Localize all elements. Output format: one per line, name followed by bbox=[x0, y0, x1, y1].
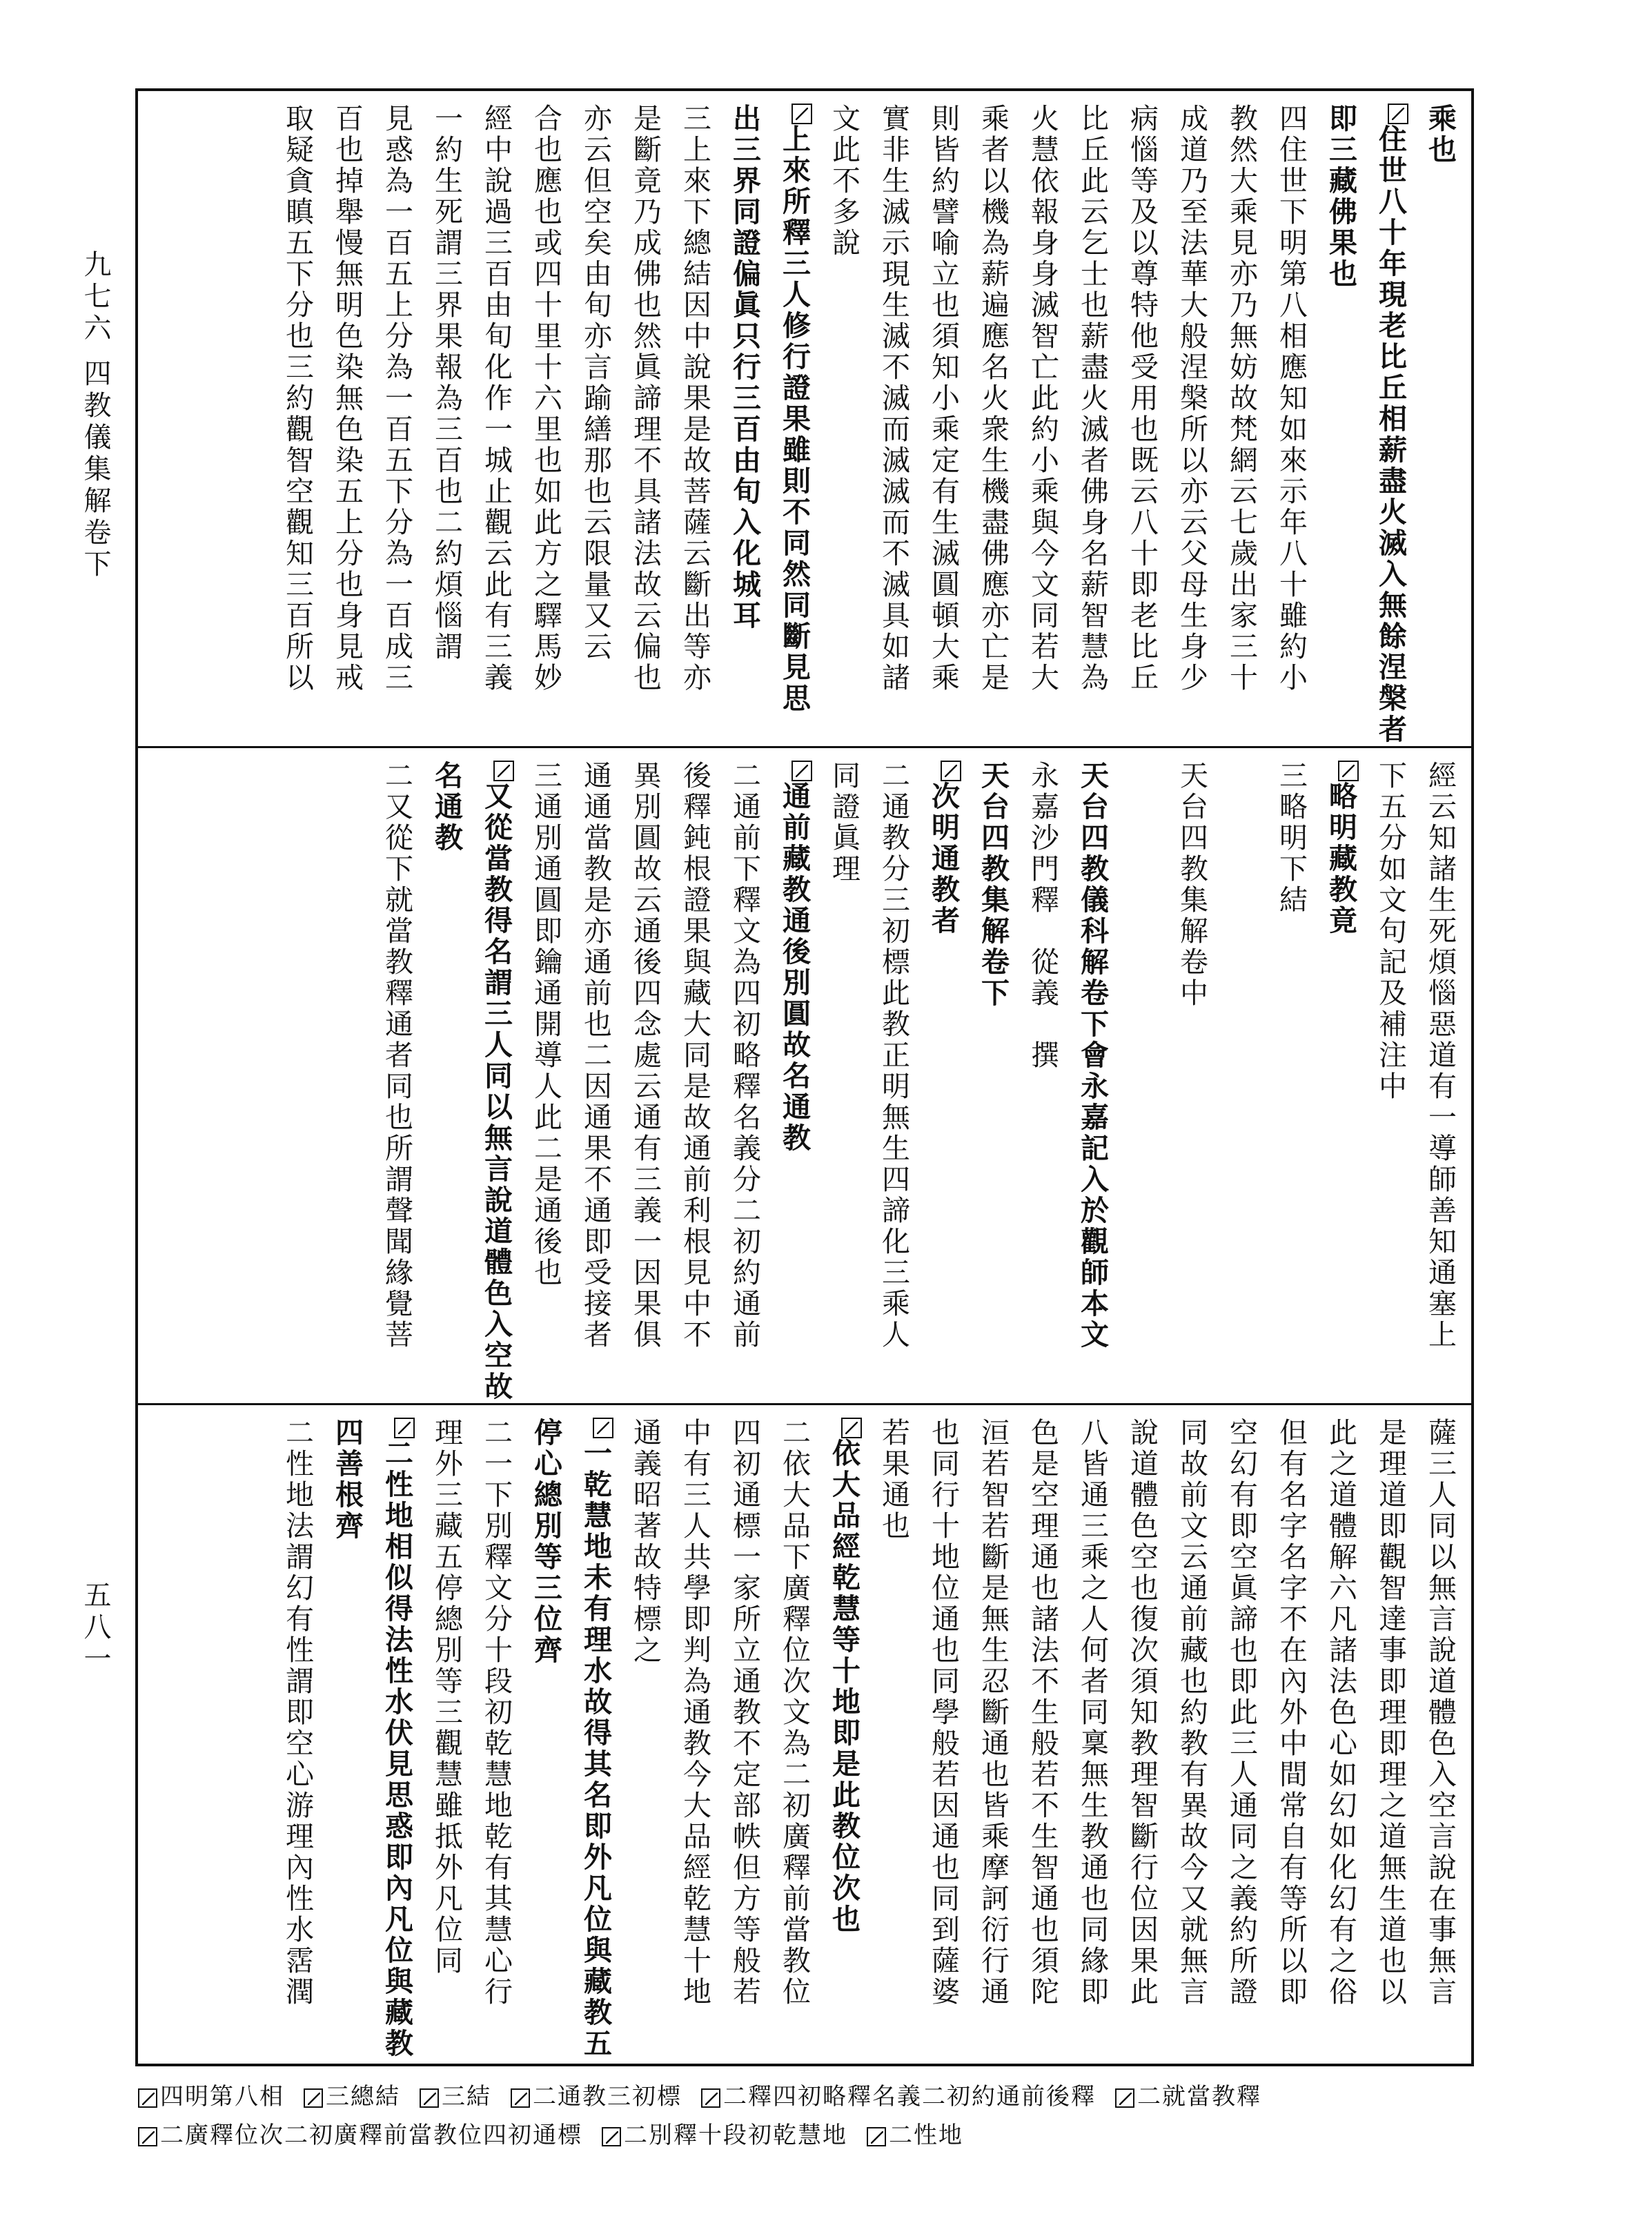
text-column: 八皆通三乘之人何者同稟無生教通也同緣即 bbox=[1076, 1418, 1109, 2008]
footnote-entry bbox=[420, 2077, 491, 2116]
text-column: 理外三藏五停總別等三觀慧雖抵外凡位同 bbox=[430, 1418, 463, 1977]
footnote-text: 二性地 bbox=[889, 2122, 963, 2149]
text-column: 經云知諸生死煩惱惡道有一導師善知通塞上 bbox=[1424, 761, 1457, 1351]
text-column: 名通教 bbox=[430, 761, 463, 854]
text-column: 經中說過三百由旬化作一城止觀云此有三義 bbox=[480, 104, 513, 694]
text-column: 實非生滅示現生滅不滅而滅滅而不滅具如諸 bbox=[877, 104, 910, 694]
footnote-text: 二廣釋位次二初廣釋前當教位四初通標 bbox=[160, 2122, 582, 2149]
text-column: 依大品經乾慧等十地即是此教位次也 bbox=[825, 1418, 863, 2057]
text-column: 三略明下結 bbox=[1275, 761, 1308, 916]
text-band-bottom bbox=[138, 1405, 1471, 2064]
footnote-text: 二通教三初標 bbox=[533, 2083, 682, 2111]
text-column: 通前藏教通後別圓故名通教 bbox=[776, 761, 813, 1396]
text-column: 是理道即觀智達事即理即理之道無生道也以 bbox=[1374, 1418, 1407, 2008]
section-mark-icon bbox=[602, 2127, 621, 2146]
text-column: 通通當教是亦通前也二因通果不通即受接者 bbox=[579, 761, 612, 1351]
section-mark-icon bbox=[1388, 104, 1408, 124]
text-column: 天台四教儀科解卷下會永嘉記入於觀師本文 bbox=[1076, 761, 1109, 1351]
footnote-entry bbox=[1115, 2077, 1261, 2116]
text-column: 略明藏教竟 bbox=[1322, 761, 1359, 1396]
text-column: 四初通標一家所立通教不定部帙但方等般若 bbox=[728, 1418, 761, 2008]
section-mark-icon bbox=[304, 2088, 323, 2108]
footnote-entry bbox=[138, 2116, 582, 2155]
text-column: 取疑貪瞋五下分也三約觀智空觀知三百所以 bbox=[281, 104, 314, 694]
margin-book-title: 四教儀集解卷下 bbox=[79, 359, 111, 581]
section-mark-icon bbox=[841, 1418, 862, 1438]
section-mark-icon bbox=[867, 2127, 886, 2146]
text-column: 也同行十地位通也同學般若因通也同到薩婆 bbox=[927, 1418, 960, 2008]
text-band-middle bbox=[138, 748, 1471, 1405]
footnote-text: 二就當教釋 bbox=[1137, 2083, 1261, 2111]
text-column: 教然大乘見亦乃無妨故梵網云七歲出家三十 bbox=[1225, 104, 1258, 694]
text-column: 若果通也 bbox=[877, 1418, 910, 1542]
margin-page-number-bottom: 五八一 bbox=[79, 1580, 111, 1676]
text-column bbox=[1123, 761, 1161, 1396]
text-column: 中有三人共學即判為通教今大品經乾慧十地 bbox=[678, 1418, 711, 2008]
footnote-text: 四明第八相 bbox=[160, 2083, 284, 2111]
footnote-text: 三結 bbox=[442, 2083, 491, 2111]
page-frame bbox=[135, 88, 1474, 2066]
footnotes bbox=[138, 2077, 1477, 2155]
text-column: 下五分如文句記及補注中 bbox=[1374, 761, 1407, 1102]
text-column: 比丘此云乞士也薪盡火滅者佛身名薪智慧為 bbox=[1076, 104, 1109, 694]
text-column: 三上來下總結因中說果是故菩薩云斷出等亦 bbox=[678, 104, 711, 694]
text-column: 同故前文云通前藏也約教有異故今又就無言 bbox=[1175, 1418, 1208, 2008]
text-column: 天台四教集解卷下 bbox=[976, 761, 1010, 1009]
text-column: 二性地相似得法性水伏見思惑即內凡位與藏教 bbox=[378, 1418, 415, 2057]
section-mark-icon bbox=[593, 1418, 613, 1438]
text-column: 則皆約譬喻立也須知小乘定有生滅圓頓大乘 bbox=[927, 104, 960, 694]
footnote-text: 二釋四初略釋名義二初約通前後釋 bbox=[723, 2083, 1096, 2111]
section-mark-icon bbox=[791, 761, 812, 781]
text-column: 空幻有即空眞諦也即此三人通同之義約所證 bbox=[1225, 1418, 1258, 2008]
text-column: 永嘉沙門釋 從義 撰 bbox=[1026, 761, 1059, 1071]
text-column: 此之道體解六凡諸法色心如幻如化幻有之俗 bbox=[1324, 1418, 1357, 2008]
text-column: 三通別通圓即鑰通開導人此二是通後也 bbox=[529, 761, 562, 1289]
text-column: 色是空理通也諸法不生般若不生智通也須陀 bbox=[1026, 1418, 1059, 2008]
text-band-top bbox=[138, 91, 1471, 748]
footnote-entry bbox=[511, 2077, 682, 2116]
section-mark-icon bbox=[941, 761, 961, 781]
text-column: 停心總別等三位齊 bbox=[529, 1418, 562, 1666]
section-mark-icon bbox=[511, 2088, 530, 2108]
text-column: 天台四教集解卷中 bbox=[1175, 761, 1208, 1009]
text-column: 四善根齊 bbox=[331, 1418, 364, 1542]
text-column: 成道乃至法華大般涅槃所以亦云父母生身少 bbox=[1175, 104, 1208, 694]
footnote-text: 二別釋十段初乾慧地 bbox=[624, 2122, 847, 2149]
text-column: 病惱等及以尊特他受用也既云八十即老比丘 bbox=[1125, 104, 1159, 694]
text-column: 二性地法謂幻有性謂即空心游理內性水霑潤 bbox=[281, 1418, 314, 2008]
section-mark-icon bbox=[1115, 2088, 1134, 2108]
text-column: 百也掉舉慢無明色染無色染五上分也身見戒 bbox=[331, 104, 364, 694]
footnote-entry bbox=[138, 2077, 284, 2116]
text-column: 出三界同證偏眞只行三百由旬入化城耳 bbox=[728, 104, 761, 632]
footnote-text: 三總結 bbox=[326, 2083, 400, 2111]
section-mark-icon bbox=[1338, 761, 1359, 781]
text-column: 同證眞理 bbox=[827, 761, 861, 885]
text-column: 後釋鈍根證果與藏大同是故通前利根見中不 bbox=[678, 761, 711, 1351]
text-column: 一約生死謂三界果報為三百也二約煩惱謂 bbox=[430, 104, 463, 663]
text-column: 異別圓故云通後四念處云通有三義一因果俱 bbox=[629, 761, 662, 1351]
footnote-entry bbox=[701, 2077, 1096, 2116]
text-column: 又從當教得名謂三人同以無言說道體色入空故 bbox=[478, 761, 515, 1396]
text-column: 二又從下就當教釋通者同也所謂聲聞緣覺菩 bbox=[380, 761, 413, 1351]
section-mark-icon bbox=[791, 104, 812, 124]
text-column: 即三藏佛果也 bbox=[1324, 104, 1357, 290]
text-column: 合也應也或四十里十六里也如此方之驛馬妙 bbox=[529, 104, 562, 694]
text-column: 二通教分三初標此教正明無生四諦化三乘人 bbox=[877, 761, 910, 1351]
section-mark-icon bbox=[420, 2088, 439, 2108]
footnote-entry bbox=[867, 2116, 963, 2155]
text-column: 四住世下明第八相應知如來示年八十雖約小 bbox=[1275, 104, 1308, 694]
section-mark-icon bbox=[138, 2127, 157, 2146]
text-column: 文此不多說 bbox=[827, 104, 861, 259]
text-column: 乘也 bbox=[1424, 104, 1457, 166]
text-column: 火慧依報身身滅智亡此約小乘與今文同若大 bbox=[1026, 104, 1059, 694]
text-column: 二通前下釋文為四初略釋名義分二初約通前 bbox=[728, 761, 761, 1351]
text-column: 次明通教者 bbox=[925, 761, 962, 1396]
section-mark-icon bbox=[701, 2088, 720, 2108]
text-column: 說道體色空也復次須知教理智斷行位因果此 bbox=[1125, 1418, 1159, 2008]
section-mark-icon bbox=[138, 2088, 157, 2108]
text-column: 但有名字名字不在內外中間常自有等所以即 bbox=[1275, 1418, 1308, 2008]
margin-page-number-top: 九七六 bbox=[79, 250, 111, 345]
text-column: 二依大品下廣釋位次文為二初廣釋前當教位 bbox=[778, 1418, 811, 2008]
text-column: 上來所釋三人修行證果雖則不同然同斷見思 bbox=[776, 104, 813, 739]
text-column: 通義昭著故特標之 bbox=[629, 1418, 662, 1666]
section-mark-icon bbox=[493, 761, 514, 781]
text-column: 一乾慧地未有理水故得其名即外凡位與藏教五 bbox=[577, 1418, 614, 2057]
text-column: 是斷竟乃成佛也然眞諦理不具諸法故云偏也 bbox=[629, 104, 662, 694]
text-column: 亦云但空矣由旬亦言踰繕那也云限量又云 bbox=[579, 104, 612, 663]
footnote-entry bbox=[602, 2116, 847, 2155]
text-column: 住世八十年現老比丘相薪盡火滅入無餘涅槃者 bbox=[1372, 104, 1409, 739]
footnote-entry bbox=[304, 2077, 400, 2116]
text-column: 二一下別釋文分十段初乾慧地乾有其慧心行 bbox=[480, 1418, 513, 2008]
text-column: 乘者以機為薪遍應名火衆生機盡佛應亦亡是 bbox=[976, 104, 1010, 694]
section-mark-icon bbox=[394, 1418, 415, 1438]
text-column: 薩三人同以無言說道體色入空言說在事無言 bbox=[1424, 1418, 1457, 2008]
text-column bbox=[1223, 761, 1260, 1396]
text-column: 見惑為一百五上分為一百五下分為一百成三 bbox=[380, 104, 413, 694]
text-column: 洹若智若斷是無生忍斷通也皆乘摩訶衍行通 bbox=[976, 1418, 1010, 2008]
